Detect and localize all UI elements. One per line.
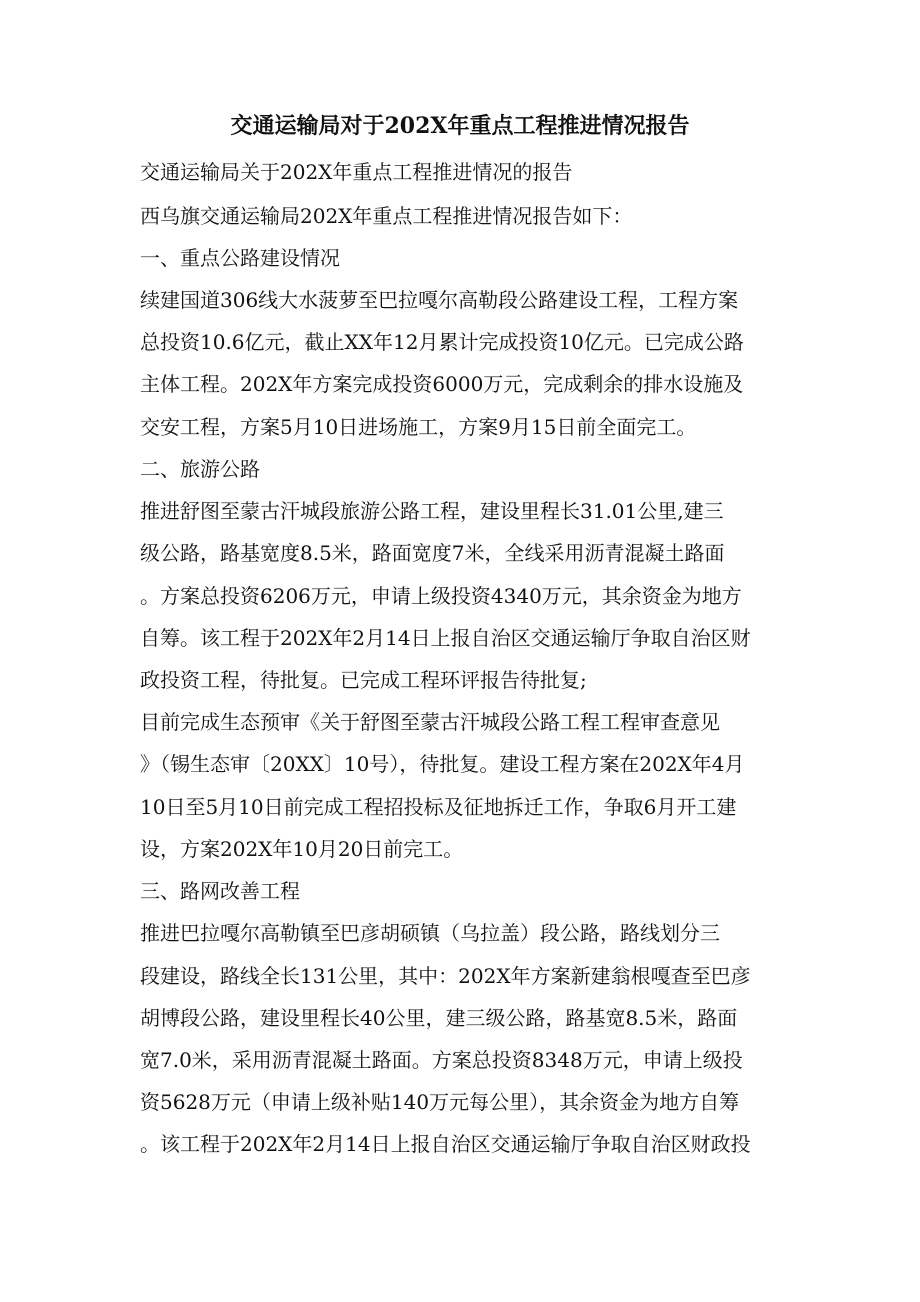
section-heading-2: 二、旅游公路	[140, 457, 260, 481]
paragraph-line: 段建设，路线全长131公里，其中：202X年方案新建翁根嘎查至巴彦	[140, 964, 751, 988]
paragraph-line: 资5628万元（申请上级补贴140万元每公里），其余资金为地方自筹	[140, 1090, 740, 1114]
paragraph-line: 目前完成生态预审《关于舒图至蒙古汗城段公路工程工程审查意见	[140, 710, 720, 734]
paragraph-line: 级公路，路基宽度8.5米，路面宽度7米，全线采用沥青混凝土路面	[140, 541, 725, 565]
paragraph-line: 。方案总投资6206万元，申请上级投资4340万元，其余资金为地方	[140, 584, 742, 608]
paragraph-line: 推进巴拉嘎尔高勒镇至巴彦胡硕镇（乌拉盖）段公路，路线划分三	[140, 921, 720, 945]
paragraph-line: 主体工程。202X年方案完成投资6000万元，完成剩余的排水设施及	[140, 372, 744, 396]
paragraph-line: 设，方案202X年10月20日前完工。	[140, 837, 464, 861]
paragraph-line: 胡博段公路，建设里程长40公里，建三级公路，路基宽8.5米，路面	[140, 1006, 738, 1030]
paragraph-line: 总投资10.6亿元，截止XX年12月累计完成投资10亿元。已完成公路	[140, 330, 744, 354]
paragraph-line: 推进舒图至蒙古汗城段旅游公路工程，建设里程长31.01公里,建三	[140, 499, 724, 523]
document-title: 交通运输局对于202X年重点工程推进情况报告	[230, 113, 690, 139]
paragraph-line: 自筹。该工程于202X年2月14日上报自治区交通运输厅争取自治区财	[140, 626, 751, 650]
paragraph-line: 。该工程于202X年2月14日上报自治区交通运输厅争取自治区财政投	[140, 1132, 751, 1156]
section-heading-1: 一、重点公路建设情况	[140, 246, 340, 270]
section-heading-3: 三、路网改善工程	[140, 879, 300, 903]
paragraph-line: 10日至5月10日前完成工程招投标及征地拆迁工作，争取6月开工建	[140, 795, 737, 819]
subtitle-line: 交通运输局关于202X年重点工程推进情况的报告	[140, 160, 573, 184]
paragraph-line: 宽7.0米，采用沥青混凝土路面。方案总投资8348万元，申请上级投	[140, 1048, 743, 1072]
paragraph-line: 政投资工程，待批复。已完成工程环评报告待批复;	[140, 668, 587, 692]
intro-line: 西乌旗交通运输局202X年重点工程推进情况报告如下：	[140, 204, 633, 228]
paragraph-line: 续建国道306线大水菠萝至巴拉嘎尔高勒段公路建设工程，工程方案	[140, 288, 739, 312]
paragraph-line: 交安工程，方案5月10日进场施工，方案9月15日前全面完工。	[140, 415, 697, 439]
paragraph-line: 》（锡生态审〔20XX〕10号），待批复。建设工程方案在202X年4月	[140, 752, 745, 776]
